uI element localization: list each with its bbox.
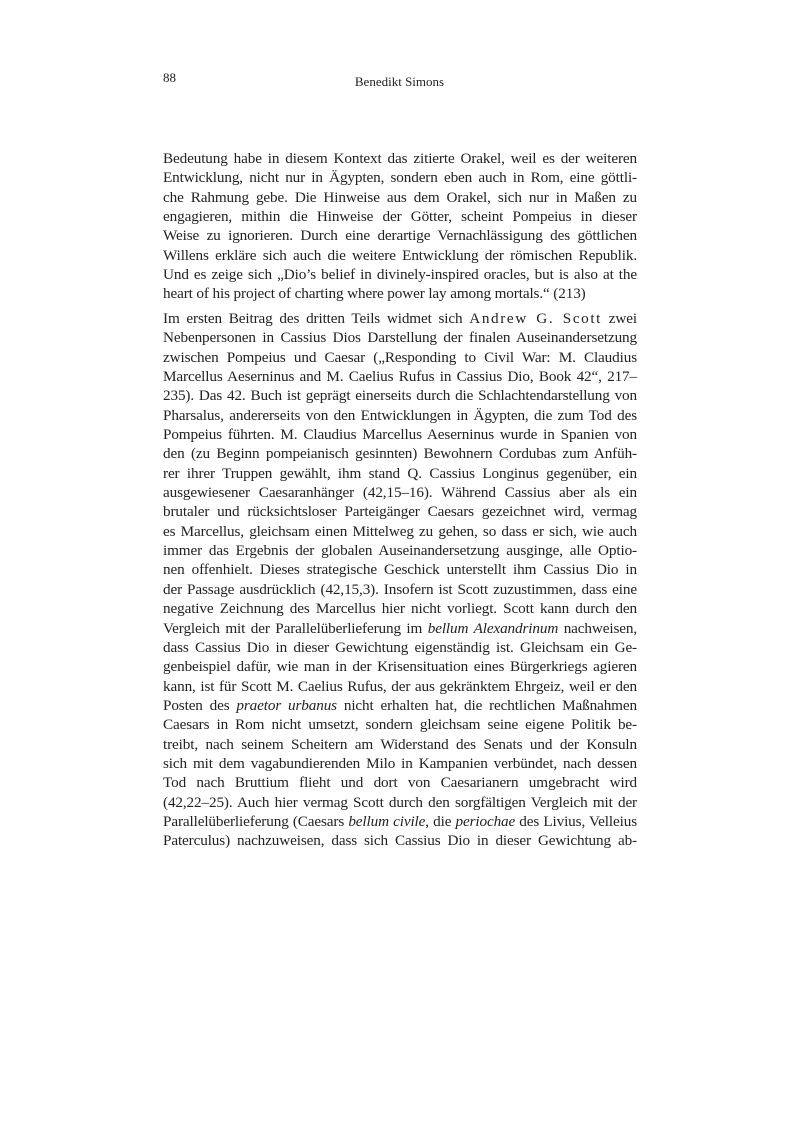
text-segment: Entwicklung, nicht nur in Ägypten, sondern eben auch in Rom, eine göttli- <box>163 169 637 187</box>
text-line <box>163 831 637 850</box>
text-segment: Nebenpersonen in Cassius Dios Darstellung der finalen Auseinandersetzung <box>163 329 637 347</box>
text-segment: genbeispiel dafür, wie man in der Krisensituation eines Bürgerkriegs agieren <box>163 658 637 676</box>
text-line <box>163 715 637 734</box>
paragraph-2 <box>163 309 637 851</box>
text-line <box>163 657 637 676</box>
text-segment: Pompeius führten. M. Claudius Marcellus Aeserninus wurde in Spanien von <box>163 426 637 444</box>
text-line <box>163 483 637 502</box>
text-segment: Paterculus) nachzuweisen, dass sich Cassius Dio in dieser Gewichtung ab- <box>163 832 637 850</box>
text-line <box>163 188 637 207</box>
text-line <box>163 348 637 367</box>
text-line <box>163 502 637 521</box>
text-line <box>163 677 637 696</box>
text-line <box>163 541 637 560</box>
text-line <box>163 309 637 328</box>
text-line <box>163 619 637 638</box>
text-segment: (42,22–25). Auch hier vermag Scott durch den sorgfältigen Vergleich mit der <box>163 793 637 811</box>
text-segment: Willens erkläre sich auch die weitere Entwicklung der römischen Republik. <box>163 246 637 264</box>
text-segment: 235). Das 42. Buch ist geprägt einerseits durch die Schlachtendarstellung von <box>163 387 637 405</box>
text-segment: negative Zeichnung des Marcellus hier nicht vorliegt. Scott kann durch den <box>163 600 637 618</box>
text-segment: des Livius, Velleius <box>515 812 637 830</box>
text-segment: Und es zeige sich „Dio’s belief in divinely-inspired oracles, but is also at the <box>163 266 637 284</box>
author-name: Andrew G. Scott <box>469 310 603 327</box>
text-segment: sich mit dem vagabundierenden Milo in Kampanien verbündet, nach dessen <box>163 754 637 772</box>
text-segment: Weise zu ignorieren. Durch eine derartige Vernachlässigung des göttlichen <box>163 227 637 245</box>
text-line <box>163 735 637 754</box>
text-line <box>163 560 637 579</box>
text-segment: Vergleich mit der Parallelüberlieferung im <box>163 619 428 637</box>
text-segment: dass Cassius Dio in dieser Gewichtung eigenständig ist. Gleichsam ein Ge- <box>163 638 637 656</box>
text-segment: brutaler und rücksichtsloser Parteigänger Caesars gezeichnet wird, vermag <box>163 503 637 521</box>
italic-text: praetor urbanus <box>236 696 337 714</box>
text-segment: zwei <box>602 310 637 327</box>
text-segment: , die <box>425 812 456 830</box>
text-segment: nen offenhielt. Dieses strategische Geschick unterstellt ihm Cassius Dio in <box>163 561 637 579</box>
text-segment: heart of his project of charting where power lay among mortals.“ (213) <box>163 285 586 303</box>
text-line <box>163 773 637 792</box>
text-line <box>163 522 637 541</box>
text-line <box>163 367 637 386</box>
text-line <box>163 754 637 773</box>
text-line <box>163 793 637 812</box>
text-segment: nachweisen, <box>558 619 638 637</box>
text-segment: Im ersten Beitrag des dritten Teils widmet sich <box>163 310 470 327</box>
text-line <box>163 207 637 226</box>
text-line <box>163 386 637 405</box>
text-line <box>163 168 637 187</box>
text-segment: Caesars in Rom nicht umsetzt, sondern gleichsam seine eigene Politik be- <box>163 716 637 734</box>
text-segment: che Rahmung gebe. Die Hinweise aus dem Orakel, sich nur in Maßen zu <box>163 188 637 206</box>
text-segment: der Passage ausdrücklich (42,15,3). Insofern ist Scott zuzustimmen, dass eine <box>163 580 637 598</box>
text-segment: Pharsalus, andererseits von den Entwicklungen in Ägypten, die zum Tod des <box>163 406 637 424</box>
text-segment: Parallelüberlieferung (Caesars <box>163 812 349 830</box>
text-segment: ausgewiesener Caesaranhänger (42,15–16). Während Cassius aber als ein <box>163 484 637 502</box>
text-segment: engagieren, mithin die Hinweise der Götter, scheint Pompeius in dieser <box>163 208 637 226</box>
text-segment: kann, ist für Scott M. Caelius Rufus, der aus gekränktem Ehrgeiz, weil er den <box>163 677 637 695</box>
text-line <box>163 226 637 245</box>
text-line <box>163 812 637 831</box>
text-line <box>163 696 637 715</box>
text-segment: Tod nach Bruttium flieht und dort von Caesarianern umgebracht wird <box>163 774 637 792</box>
text-segment: den (zu Beginn pompeianisch gesinnten) Bewohnern Cordubas zum Anfüh- <box>163 445 637 463</box>
text-segment: Bedeutung habe in diesem Kontext das zitierte Orakel, weil es der weiteren <box>163 150 637 167</box>
text-line <box>163 599 637 618</box>
text-line <box>163 406 637 425</box>
paragraph-1 <box>163 149 637 304</box>
text-segment: Posten des <box>163 696 237 714</box>
italic-text: bellum civile <box>348 812 426 830</box>
text-line <box>163 149 637 168</box>
text-line <box>163 246 637 265</box>
running-head: Benedikt Simons <box>354 74 445 89</box>
italic-text: bellum Alexandrinum <box>427 619 559 637</box>
page-number: 88 <box>163 70 176 85</box>
text-segment: zwischen Pompeius und Caesar („Responding to Civil War: M. Claudius <box>163 348 637 366</box>
text-line <box>163 580 637 599</box>
text-line <box>163 425 637 444</box>
text-line <box>163 265 637 284</box>
text-segment: Marcellus Aeserninus and M. Caelius Rufus in Cassius Dio, Book 42“, 217– <box>163 368 637 386</box>
text-segment: immer das Ergebnis der globalen Auseinandersetzung ausginge, alle Optio- <box>163 542 637 560</box>
text-line <box>163 444 637 463</box>
text-line <box>163 638 637 657</box>
text-line <box>163 284 637 303</box>
text-segment: es Marcellus, gleichsam einen Mittelweg zu gehen, so dass er sich, wie auch <box>163 522 637 540</box>
text-segment: nicht erhalten hat, die rechtlichen Maßnahmen <box>336 696 637 714</box>
text-line <box>163 464 637 483</box>
text-line <box>163 328 637 347</box>
text-segment: rer ihrer Truppen gewählt, ihm stand Q. Cassius Longinus gegenüber, ein <box>163 464 637 482</box>
italic-text: periochae <box>455 812 516 830</box>
text-segment: treibt, nach seinem Scheitern am Widerstand des Senats und der Konsuln <box>163 735 637 753</box>
